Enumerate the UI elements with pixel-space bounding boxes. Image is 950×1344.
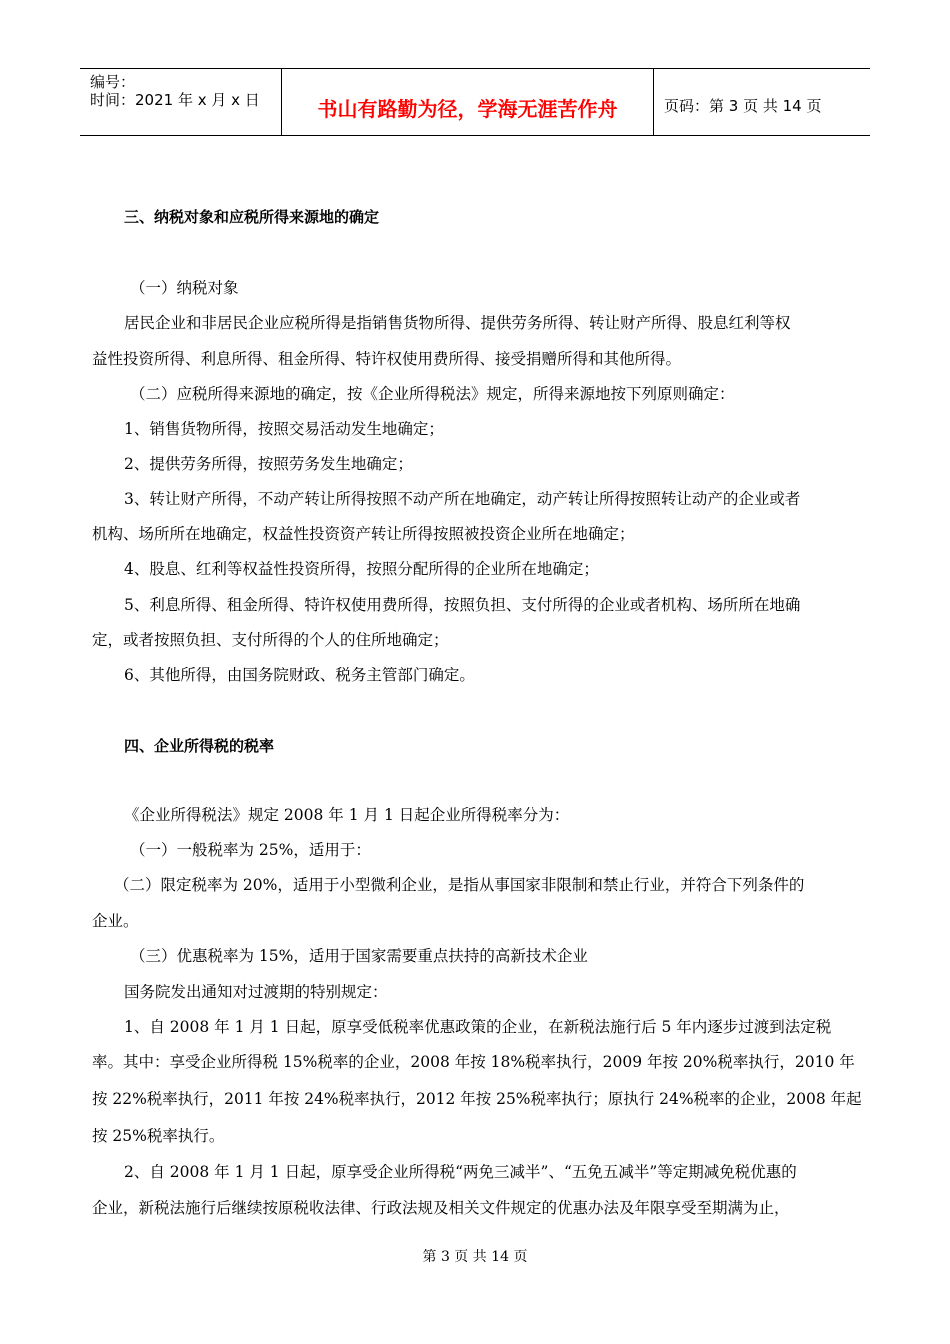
document-number-label: 编号： [90, 73, 136, 91]
header-page-cell [654, 69, 870, 135]
paragraph-line: 国务院发出通知对过渡期的特别规定： [124, 983, 388, 1001]
header-motto: 书山有路勤为径，学海无涯苦作舟 [317, 97, 618, 121]
paragraph-line: 6、其他所得，由国务院财政、税务主管部门确定。 [124, 666, 475, 684]
paragraph-line: （二）限定税率为 20%，适用于小型微利企业，是指从事国家非限制和禁止行业，并符合下列条件的 [114, 876, 805, 894]
paragraph-line: 按 25%税率执行。 [92, 1127, 225, 1145]
paragraph-line: 居民企业和非居民企业应税所得是指销售货物所得、提供劳务所得、转让财产所得、股息红利等权 [124, 314, 791, 332]
header-motto-cell [282, 69, 654, 135]
paragraph-line: 定，或者按照负担、支付所得的个人的住所地确定； [92, 631, 449, 649]
page-header [80, 68, 870, 136]
paragraph-line: （二）应税所得来源地的确定，按《企业所得税法》规定，所得来源地按下列原则确定： [130, 385, 735, 403]
paragraph-line: 益性投资所得、利息所得、租金所得、特许权使用费所得、接受捐赠所得和其他所得。 [92, 350, 682, 368]
paragraph-line: 4、股息、红利等权益性投资所得，按照分配所得的企业所在地确定； [124, 560, 599, 578]
header-meta-cell [80, 69, 282, 135]
document-date-label: 时间：2021 年 x 月 x 日 [90, 91, 260, 109]
paragraph-line: （一）纳税对象 [130, 279, 239, 297]
paragraph-line: 2、自 2008 年 1 月 1 日起，原享受企业所得税“两免三减半”、“五免五减半”等定期减免税优惠的 [124, 1163, 797, 1181]
paragraph-line: 1、自 2008 年 1 月 1 日起，原享受低税率优惠政策的企业，在新税法施行后 5 年内逐步过渡到法定税 [124, 1018, 832, 1036]
paragraph-line: 2、提供劳务所得，按照劳务发生地确定； [124, 455, 413, 473]
section-heading: 四、企业所得税的税率 [124, 737, 275, 755]
paragraph-line: （一）一般税率为 25%，适用于： [130, 841, 371, 859]
paragraph-line: （三）优惠税率为 15%，适用于国家需要重点扶持的高新技术企业 [130, 947, 588, 965]
paragraph-line: 1、销售货物所得，按照交易活动发生地确定； [124, 420, 444, 438]
paragraph-line: 率。其中：享受企业所得税 15%税率的企业，2008 年按 18%税率执行，2009 年按 20%税率执行，2010 年 [92, 1053, 855, 1071]
paragraph-line: 3、转让财产所得，不动产转让所得按照不动产所在地确定，动产转让所得按照转让动产的企业或者 [124, 490, 801, 508]
paragraph-line: 机构、场所所在地确定，权益性投资资产转让所得按照被投资企业所在地确定； [92, 525, 635, 543]
section-heading: 三、纳税对象和应税所得来源地的确定 [124, 208, 380, 226]
paragraph-line: 企业。 [92, 912, 139, 930]
paragraph-line: 企业，新税法施行后继续按原税收法律、行政法规及相关文件规定的优惠办法及年限享受至期满为止， [92, 1199, 790, 1217]
header-page-code: 页码：第 3 页 共 14 页 [664, 97, 822, 115]
paragraph-line: 5、利息所得、租金所得、特许权使用费所得，按照负担、支付所得的企业或者机构、场所所在地确 [124, 596, 801, 614]
page-footer: 第 3 页 共 14 页 [422, 1249, 528, 1265]
paragraph-line: 按 22%税率执行，2011 年按 24%税率执行，2012 年按 25%税率执行；原执行 24%税率的企业，2008 年起 [92, 1090, 862, 1108]
paragraph-line: 《企业所得税法》规定 2008 年 1 月 1 日起企业所得税率分为： [124, 806, 570, 824]
